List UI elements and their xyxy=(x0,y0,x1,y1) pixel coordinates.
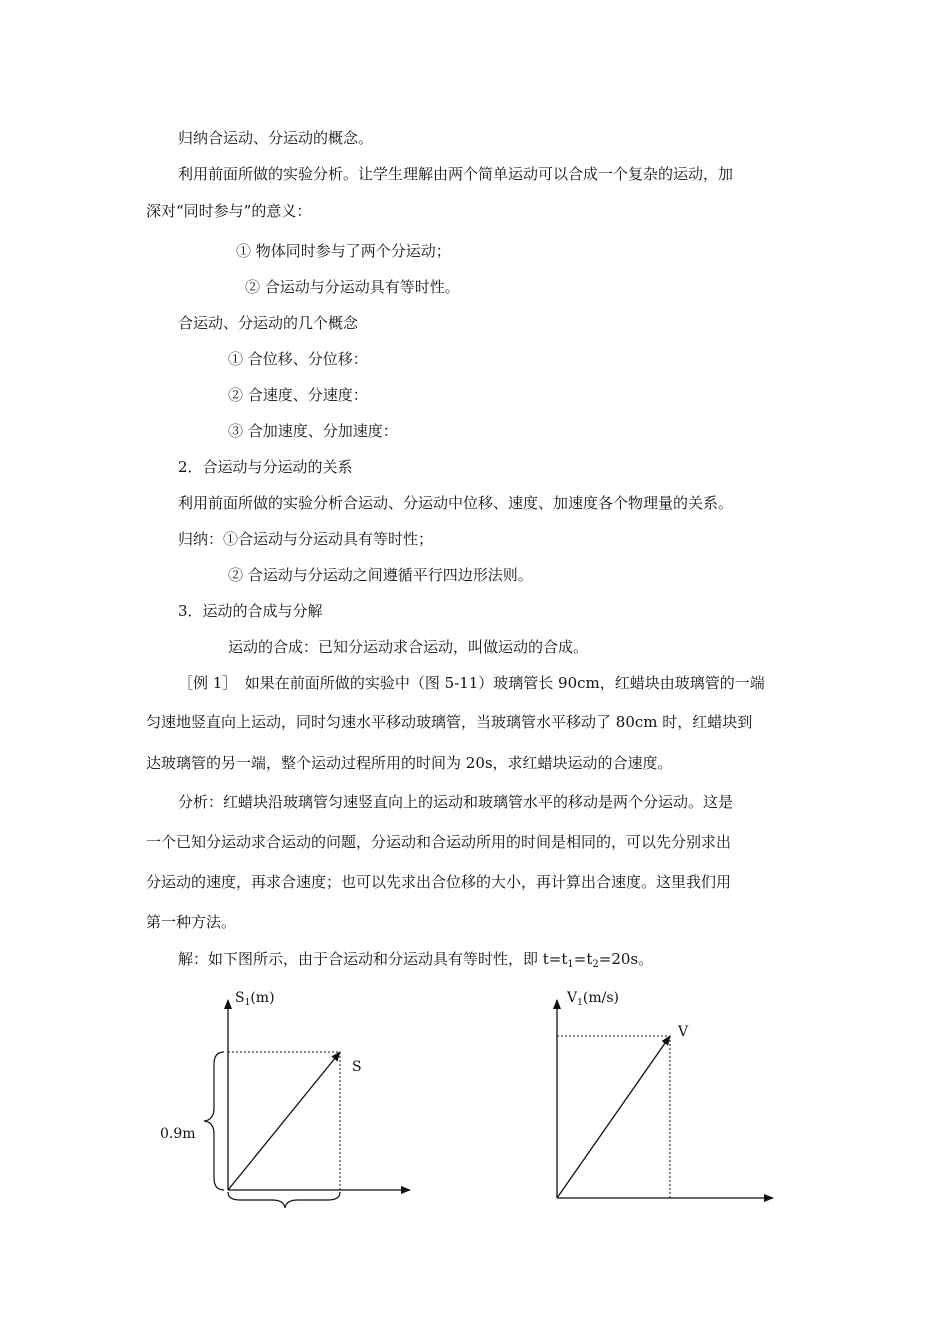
text-line-9: ③ 合加速度、分加速度： xyxy=(228,422,398,440)
displacement-diagram xyxy=(140,980,430,1220)
text-line-2: 利用前面所做的实验分析。让学生理解由两个简单运动可以合成一个复杂的运动，加 xyxy=(178,165,734,183)
text-line-1: 归纳合运动、分运动的概念。 xyxy=(178,129,374,147)
y-axis-label: $S_1(m)$ xyxy=(235,990,275,1008)
vector-label-v: V xyxy=(678,1024,689,1040)
analysis-line-2: 一个已知分运动求合运动的问题，分运动和合运动所用的时间是相同的，可以先分别求出 xyxy=(146,833,732,851)
solution-line: 解：如下图所示，由于合运动和分运动具有等时性，即 $t=t_1=t_2=20s$。 xyxy=(178,950,654,970)
text-line-5: ② 合运动与分运动具有等时性。 xyxy=(245,278,460,296)
text-line-15: 运动的合成：已知分运动求合运动，叫做运动的合成。 xyxy=(228,638,589,656)
analysis-line-1: 分析：红蜡块沿玻璃管匀速竖直向上的运动和玻璃管水平的移动是两个分运动。这是 xyxy=(178,793,734,811)
section-heading-2: 2．合运动与分运动的关系 xyxy=(178,458,353,476)
text-line-6: 合运动、分运动的几个概念 xyxy=(178,314,359,332)
y-axis-label: $V_1(m/s)$ xyxy=(567,990,619,1008)
resultant-velocity-vector xyxy=(557,1036,670,1198)
text-line-7: ① 合位移、分位移： xyxy=(228,350,368,368)
vertical-brace xyxy=(204,1052,224,1190)
analysis-line-3: 分运动的速度，再求合速度；也可以先求出合位移的大小，再计算出合速度。这里我们用 xyxy=(146,873,732,891)
resultant-displacement-vector xyxy=(228,1052,340,1190)
velocity-diagram xyxy=(530,980,790,1210)
vector-label-s: S xyxy=(352,1059,362,1075)
analysis-line-4: 第一种方法。 xyxy=(146,913,237,931)
text-line-13: ② 合运动与分运动之间遵循平行四边形法则。 xyxy=(228,566,533,584)
example-line-1: ［例 1］ 如果在前面所做的实验中（图 5-11）玻璃管长 90cm，红蜡块由玻璃管的一端 xyxy=(178,674,765,692)
example-line-2: 匀速地竖直向上运动，同时匀速水平移动玻璃管，当玻璃管水平移动了 80cm 时，红蜡块到 xyxy=(146,713,753,731)
text-line-4: ① 物体同时参与了两个分运动； xyxy=(236,242,451,260)
text-line-12: 归纳：①合运动与分运动具有等时性； xyxy=(178,530,434,548)
example-line-3: 达玻璃管的另一端，整个运动过程所用的时间为 20s，求红蜡块运动的合速度。 xyxy=(146,754,673,772)
text-line-11: 利用前面所做的实验分析合运动、分运动中位移、速度、加速度各个物理量的关系。 xyxy=(178,494,734,512)
section-heading-3: 3．运动的合成与分解 xyxy=(178,602,323,620)
text-line-3: 深对“同时参与”的意义： xyxy=(146,202,312,220)
text-line-8: ② 合速度、分速度： xyxy=(228,386,368,404)
brace-label: 0.9m xyxy=(160,1126,196,1142)
horizontal-brace xyxy=(228,1192,340,1208)
